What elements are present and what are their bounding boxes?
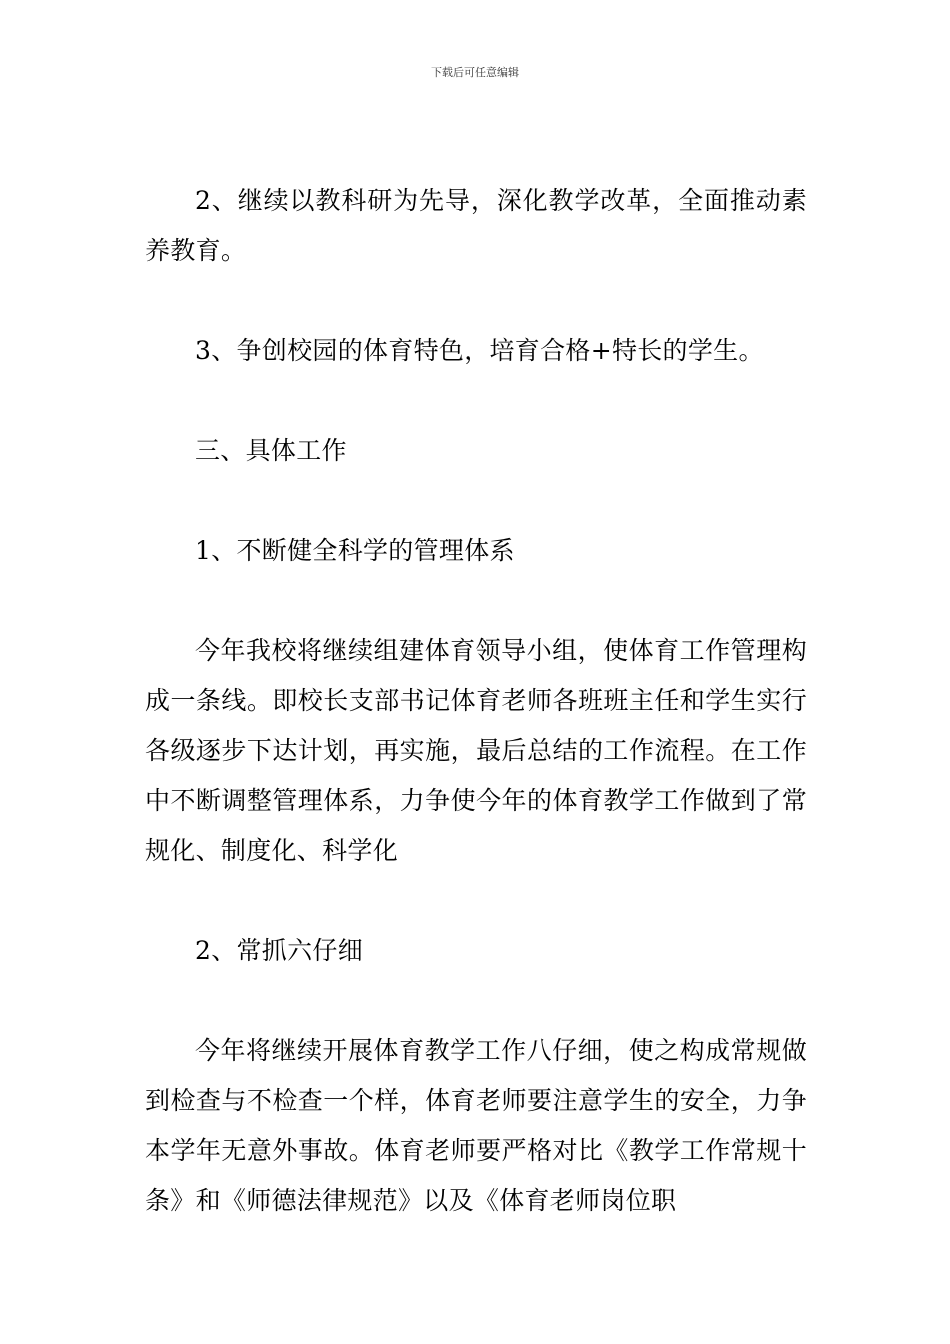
paragraph-leadership-group: 今年我校将继续组建体育领导小组，使体育工作管理构成一条线。即校长支部书记体育老师各班班主任和学生实行各级逐步下达计划，再实施，最后总结的工作流程。在工作中不断调整管理体系，力争使今年的体育教学工作做到了常规化、制度化、科学化 <box>145 636 807 865</box>
paragraph-gap <box>145 476 807 526</box>
document-body <box>145 176 807 1226</box>
section-heading-specific-work: 三、具体工作 <box>195 436 347 465</box>
subheading-management-system: 1、不断健全科学的管理体系 <box>195 536 515 565</box>
paragraph-gap <box>145 876 807 926</box>
paragraph-gap <box>145 376 807 426</box>
paragraph-goal-3: 3、争创校园的体育特色，培育合格+特长的学生。 <box>195 336 764 365</box>
page-header-note: 下载后可任意编辑 <box>431 66 519 79</box>
paragraph-gap <box>145 576 807 626</box>
paragraph-gap <box>145 976 807 1026</box>
paragraph-goal-2: 2、继续以教科研为先导，深化教学改革，全面推动素养教育。 <box>145 186 807 265</box>
subheading-six-details: 2、常抓六仔细 <box>195 936 364 965</box>
paragraph-gap <box>145 276 807 326</box>
paragraph-eight-details: 今年将继续开展体育教学工作八仔细，使之构成常规做到检查与不检查一个样，体育老师要注意学生的安全，力争本学年无意外事故。体育老师要严格对比《教学工作常规十条》和《师德法律规范》以及《体育老师岗位职 <box>145 1036 807 1215</box>
